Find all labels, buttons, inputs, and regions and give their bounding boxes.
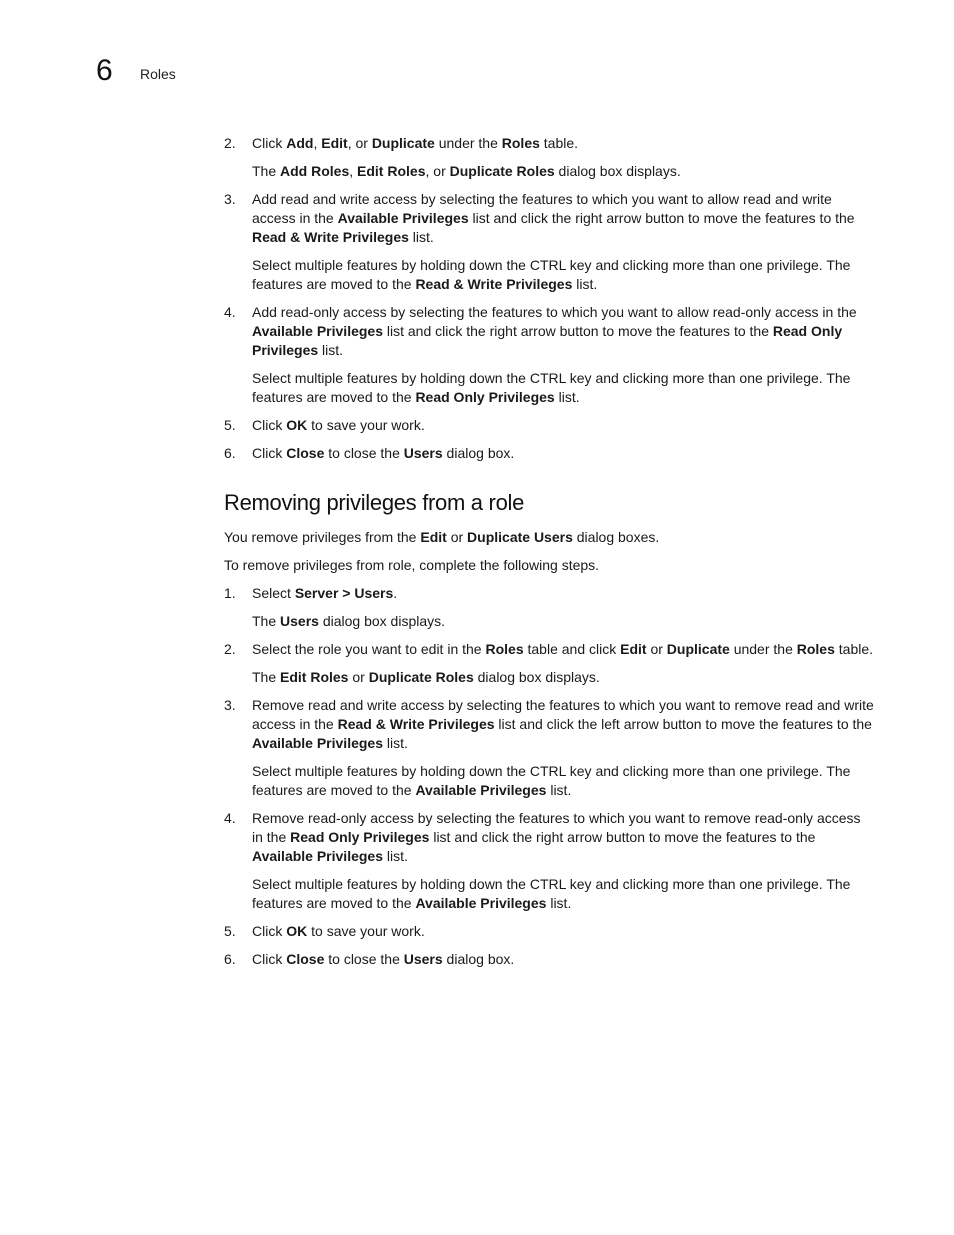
text-run: Add read and write access by selecting the features to which you want to allow read and write access in the (252, 191, 832, 226)
step-number: 6. (224, 445, 236, 461)
numbered-step (224, 416, 874, 435)
step-number: 5. (224, 923, 236, 939)
step-number: 4. (224, 810, 236, 826)
ui-term: Add Roles (280, 163, 350, 179)
ui-term: Server > Users (294, 585, 394, 601)
text-run: . (393, 585, 398, 601)
text-run: to close the (324, 445, 404, 461)
ui-term: Close (286, 951, 325, 967)
text-run: Select multiple features by holding down the CTRL key and clicking more than one privilege. The features are moved to the (252, 370, 851, 405)
section-adding-privileges-steps (224, 134, 874, 463)
text-run: Click (252, 135, 287, 151)
step-text (252, 444, 874, 463)
text-run: Select multiple features by holding down the CTRL key and clicking more than one privilege. The features are moved to the (252, 876, 851, 911)
ui-term: Available Privileges (252, 735, 383, 751)
ui-term: Users (403, 951, 443, 967)
ui-term: Read Only Privileges (290, 829, 430, 845)
text-run: under the (434, 135, 502, 151)
page-content (224, 134, 874, 978)
text-run: , or (347, 135, 372, 151)
text-run: list and click the left arrow button to move the features to the (494, 716, 872, 732)
ui-term: Edit (620, 641, 647, 657)
numbered-step (224, 303, 874, 360)
text-run: list. (554, 389, 580, 405)
ui-term: Duplicate Roles (368, 669, 474, 685)
text-run: to close the (324, 951, 404, 967)
text-run: table. (834, 641, 874, 657)
step-text (252, 416, 874, 435)
step-note (252, 369, 874, 407)
ui-term: Add (286, 135, 314, 151)
step-text (252, 190, 874, 247)
text-run: dialog box. (442, 445, 515, 461)
numbered-step (224, 190, 874, 247)
ui-term: Edit (420, 529, 447, 545)
text-run: or (646, 641, 667, 657)
text-run: to save your work. (307, 923, 425, 939)
text-run: dialog box displays. (318, 613, 446, 629)
numbered-step (224, 696, 874, 753)
paragraph (224, 528, 874, 547)
text-run: You remove privileges from the (224, 529, 421, 545)
text-run: list. (546, 782, 572, 798)
ui-term: Duplicate Roles (449, 163, 555, 179)
ui-term: Roles (501, 135, 540, 151)
ui-term: Available Privileges (337, 210, 469, 226)
paragraph (224, 556, 874, 575)
text-run: To remove privileges from role, complete the following steps. (224, 557, 600, 573)
ui-term: Users (403, 445, 443, 461)
ui-term: Edit Roles (280, 669, 349, 685)
ui-term: Edit Roles (357, 163, 426, 179)
step-text (252, 584, 874, 603)
text-run: list and click the right arrow button to move the features to the (429, 829, 816, 845)
step-note (252, 762, 874, 800)
text-run: or (446, 529, 468, 545)
step-text (252, 640, 874, 659)
text-run: dialog box displays. (554, 163, 681, 179)
step-number: 3. (224, 191, 236, 207)
step-text (252, 696, 874, 753)
text-run: under the (729, 641, 797, 657)
numbered-step (224, 444, 874, 463)
text-run: Click (252, 951, 287, 967)
ui-term: OK (286, 923, 308, 939)
text-run: dialog box displays. (473, 669, 600, 685)
step-text (252, 303, 874, 360)
ui-term: Duplicate (371, 135, 435, 151)
text-run: list and click the right arrow button to move the features to the (468, 210, 855, 226)
chapter-number: 6 (96, 54, 113, 87)
text-run: list. (383, 848, 408, 864)
step-number: 3. (224, 697, 236, 713)
text-run: The (252, 669, 281, 685)
step-note (252, 162, 874, 181)
text-run: dialog boxes. (572, 529, 660, 545)
ui-term: Available Privileges (252, 848, 383, 864)
ui-term: Available Privileges (252, 323, 383, 339)
ui-term: Read Only Privileges (415, 389, 555, 405)
step-number: 5. (224, 417, 236, 433)
step-note (252, 612, 874, 631)
text-run: list. (408, 229, 434, 245)
text-run: table. (539, 135, 579, 151)
text-run: or (348, 669, 369, 685)
step-note (252, 875, 874, 913)
text-run: dialog box. (442, 951, 515, 967)
text-run: The (252, 163, 281, 179)
text-run: list. (383, 735, 408, 751)
numbered-step (224, 922, 874, 941)
numbered-step (224, 640, 874, 659)
step-text (252, 950, 874, 969)
ui-term: Close (286, 445, 325, 461)
section-removing-privileges-steps (224, 528, 874, 969)
text-run: Click (252, 923, 287, 939)
text-run: , (349, 163, 358, 179)
ui-term: Read Only Privileges (252, 323, 843, 358)
text-run: Remove read and write access by selecting the features to which you want to remove read and write access in the (252, 697, 874, 732)
ui-term: Roles (485, 641, 524, 657)
text-run: Select multiple features by holding down the CTRL key and clicking more than one privilege. The features are moved to the (252, 763, 851, 798)
numbered-step (224, 809, 874, 866)
ui-term: Edit (321, 135, 348, 151)
text-run: Click (252, 445, 287, 461)
ui-term: Duplicate Users (467, 529, 573, 545)
ui-term: Duplicate (666, 641, 730, 657)
text-run: Select (252, 585, 295, 601)
ui-term: Read & Write Privileges (415, 276, 573, 292)
step-number: 1. (224, 585, 236, 601)
text-run: to save your work. (307, 417, 425, 433)
step-number: 2. (224, 135, 236, 151)
step-text (252, 809, 874, 866)
ui-term: Users (280, 613, 319, 629)
step-text (252, 134, 874, 153)
text-run: Add read-only access by selecting the features to which you want to allow read-only access in the (252, 304, 857, 320)
step-text (252, 922, 874, 941)
text-run: Remove read-only access by selecting the features to which you want to remove read-only access in the (252, 810, 861, 845)
step-note (252, 256, 874, 294)
chapter-title: Roles (140, 66, 176, 82)
step-number: 6. (224, 951, 236, 967)
text-run: , (313, 135, 322, 151)
text-run: table and click (523, 641, 621, 657)
text-run: list. (318, 342, 344, 358)
text-run: list. (572, 276, 598, 292)
text-run: Select the role you want to edit in the (252, 641, 486, 657)
numbered-step (224, 134, 874, 153)
text-run: list. (546, 895, 572, 911)
step-number: 2. (224, 641, 236, 657)
text-run: The (252, 613, 281, 629)
text-run: Click (252, 417, 287, 433)
section-heading: Removing privileges from a role (224, 490, 525, 515)
text-run: list and click the right arrow button to move the features to the (383, 323, 773, 339)
text-run: , or (425, 163, 450, 179)
ui-term: Available Privileges (415, 782, 547, 798)
ui-term: OK (286, 417, 308, 433)
ui-term: Read & Write Privileges (252, 229, 409, 245)
ui-term: Available Privileges (415, 895, 547, 911)
step-note (252, 668, 874, 687)
text-run: Select multiple features by holding down the CTRL key and clicking more than one privilege. The features are moved to the (252, 257, 851, 292)
numbered-step (224, 584, 874, 603)
ui-term: Read & Write Privileges (337, 716, 495, 732)
numbered-step (224, 950, 874, 969)
ui-term: Roles (796, 641, 835, 657)
step-number: 4. (224, 304, 236, 320)
